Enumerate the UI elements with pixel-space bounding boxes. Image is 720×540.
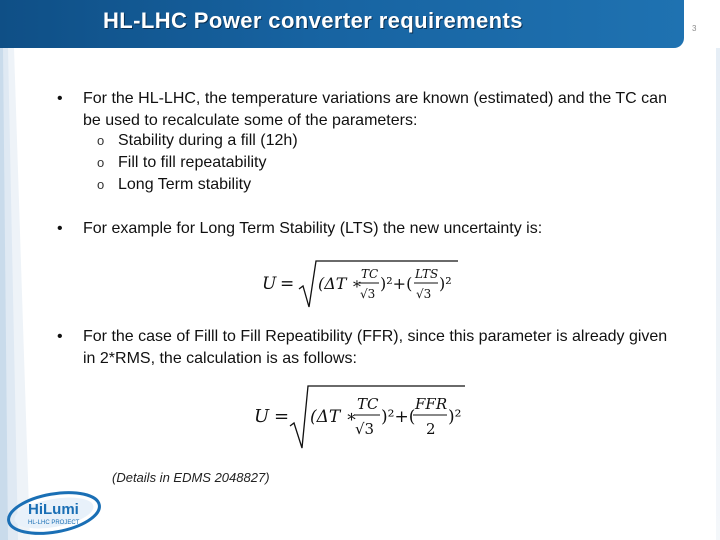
logo-tagline: HL-LHC PROJECT [28, 520, 80, 526]
formula-end: )² [439, 274, 452, 293]
edms-note: (Details in EDMS 2048827) [112, 470, 270, 485]
left-decoration [0, 48, 40, 540]
sub-item-stability: Stability during a fill (12h) [118, 132, 298, 149]
bullet-text-3: For the case of Filll to Fill Repeatibility (FFR), since this parameter is already given in 2*RMS, the calculation is as follows: [83, 328, 668, 367]
formula-lhs: U [254, 406, 270, 427]
sub-marker: o [97, 177, 105, 192]
bullet-text-1: For the HL-LHC, the temperature variations are known (estimated) and the TC can be used to recalculate some of the parameters: [83, 90, 667, 129]
bullet-text-2: For example for Long Term Stability (LTS) the new uncertainty is: [83, 220, 543, 237]
formula-equals: = [274, 406, 290, 427]
formula-numerator-tc: TC [357, 395, 379, 413]
formula-lhs: U [262, 274, 277, 294]
formula-end: )² [448, 407, 462, 427]
right-edge-decoration [716, 48, 720, 540]
formula-ffr [250, 380, 475, 452]
hilumi-logo [6, 491, 102, 535]
formula-denominator-tc: √3 [355, 420, 375, 438]
formula-lts [258, 258, 468, 310]
title-bar [0, 0, 684, 48]
formula-denominator: √3 [360, 287, 376, 301]
formula-numerator-tc: TC [361, 267, 379, 281]
formula-plus: )²+( [380, 274, 413, 293]
formula-denominator-ffr: 2 [426, 420, 436, 438]
formula-denominator: √3 [416, 287, 432, 301]
slide-number: 3 [692, 24, 697, 33]
logo-name: HiLumi [28, 501, 79, 518]
formula-numerator-lts: LTS [415, 267, 439, 281]
formula-numerator-ffr: FFR [415, 395, 448, 413]
bullet-marker: • [57, 220, 63, 237]
formula-delta-t: (ΔT ∗ [318, 274, 363, 293]
sub-item-long-term: Long Term stability [118, 176, 252, 193]
sub-marker: o [97, 155, 105, 170]
sub-marker: o [97, 133, 105, 148]
slide-title: HL-LHC Power converter requirements [103, 8, 523, 33]
bullet-marker: • [57, 328, 63, 345]
formula-plus: )²+( [381, 407, 416, 427]
formula-delta-t: (ΔT ∗ [310, 407, 358, 427]
bullet-marker: • [57, 90, 63, 107]
formula-equals: = [280, 274, 295, 294]
sub-item-repeatability: Fill to fill repeatability [118, 154, 267, 171]
